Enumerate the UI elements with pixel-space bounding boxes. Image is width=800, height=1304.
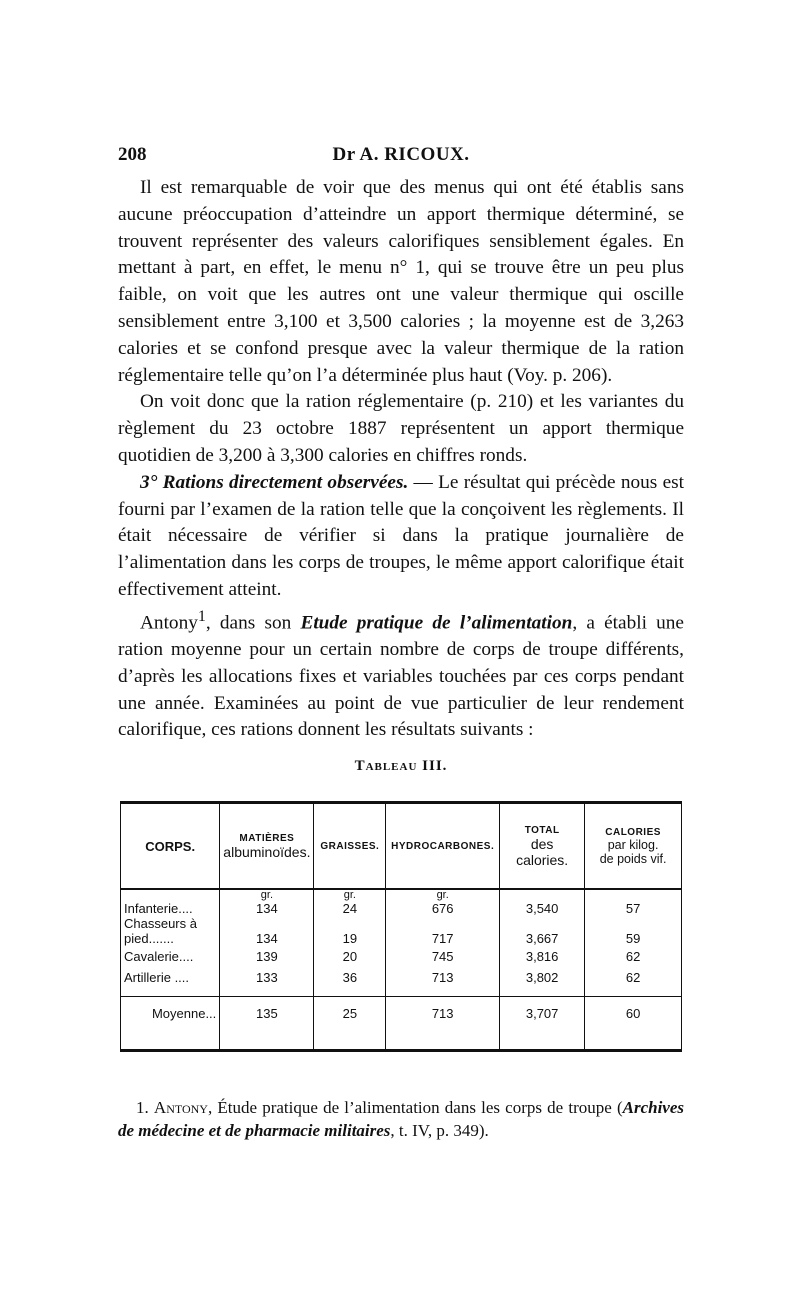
cell-total: 3,540 — [500, 889, 585, 916]
cell-perkg: 62 — [585, 967, 682, 988]
table-average-row — [121, 997, 682, 1030]
cell-hyd: 717 — [386, 916, 500, 946]
cell-gr: 36 — [314, 967, 386, 988]
table-row — [121, 946, 682, 967]
average-total: 3,707 — [500, 997, 585, 1030]
running-head — [118, 144, 684, 170]
header-graisses-label: GRAISSES. — [320, 840, 380, 852]
paragraph-3-text: — Le résultat qui précède nous est fourni par l’examen de la ration telle que la conçoivent les règlements. Il était nécessaire de vérifier si dans la pratique journalière de l’alimentation dans les corps de troupes, le même apport calorifique était effectivement atteint. — [118, 471, 685, 600]
row-name: Cavalerie.... — [121, 946, 220, 967]
author-header: Dr A. RICOUX. — [332, 144, 470, 165]
footnote — [118, 1096, 684, 1142]
table-header-row — [121, 803, 682, 890]
cell-alb-value: 134 — [256, 901, 278, 916]
cell-alb: 134 — [220, 916, 314, 946]
footnote-journal: Archives de médecine et de pharmacie militaires — [118, 1098, 685, 1140]
cell-perkg: 57 — [585, 889, 682, 916]
footnote-number: 1. — [136, 1098, 154, 1117]
cell-alb — [220, 889, 314, 916]
header-hydrocarbones — [386, 803, 500, 890]
paragraph-4 — [118, 604, 684, 744]
cell-gr: 20 — [314, 946, 386, 967]
paragraph-1: Il est remarquable de voir que des menus qui ont été établis sans aucune préoccupation d’atteindre un apport thermique déterminé, se trouvent représenter des valeurs calorifiques sensiblement égales. En mettant à part, en effet, le menu n° 1, qui se trouve être un peu plus faible, on voit que les autres ont une valeur thermique qui oscille sensiblement entre 3,100 et 3,500 calories ; la moyenne est de 3,263 calories et se confond presque avec la valeur thermique de la ration réglementaire telle qu’on l’a déterminée plus haut (Voy. p. 206). — [118, 177, 684, 386]
average-gr: 25 — [314, 997, 386, 1030]
cell-hyd-value: 676 — [431, 901, 454, 916]
cell-gr: 19 — [314, 916, 386, 946]
row-name: Artillerie .... — [121, 967, 220, 988]
cell-perkg: 62 — [585, 946, 682, 967]
cell-gr-value: 24 — [342, 901, 358, 916]
header-matieres-top: MATIÈRES — [239, 832, 295, 844]
average-perkg: 60 — [585, 997, 682, 1030]
header-calories — [585, 803, 682, 890]
author-name: Antony — [140, 612, 198, 634]
cell-gr — [314, 889, 386, 916]
cell-hyd: 745 — [386, 946, 500, 967]
table-row — [121, 889, 682, 916]
table-row — [121, 967, 682, 988]
cell-total: 3,816 — [500, 946, 585, 967]
body-text — [118, 175, 684, 744]
paragraph-4-text-b: , a établi une ration moyenne pour un certain nombre de corps de troupe différents, d’après les allocations fixes et variables touchées par ces corps pendant une année. Examinées au point de vue particulier de leur rendement calorifique, ces rations donnent les résultats suivants : — [118, 612, 684, 741]
table-title: Tableau III. — [354, 758, 448, 774]
row-name: Infanterie.... — [121, 889, 220, 916]
unit-gr: gr. — [260, 889, 273, 901]
average-label: Moyenne... — [121, 997, 220, 1030]
data-table — [120, 801, 682, 1052]
header-matieres-bottom: albuminoïdes. — [223, 843, 311, 860]
header-total-top: TOTAL — [524, 824, 560, 836]
unit-gr: gr. — [436, 889, 449, 901]
footnote-author: Antony — [153, 1098, 208, 1117]
cell-alb: 139 — [220, 946, 314, 967]
cell-hyd — [386, 889, 500, 916]
average-hyd: 713 — [386, 997, 500, 1030]
header-graisses — [314, 803, 386, 890]
cell-hyd: 713 — [386, 967, 500, 988]
header-calories-1: CALORIES — [605, 826, 661, 838]
header-calories-3: de poids vif. — [599, 851, 667, 866]
paragraph-2: On voit donc que la ration réglementaire (p. 210) et les variantes du règlement du 23 octobre 1887 représentent un apport thermique quotidien de 3,200 à 3,300 calories en chiffres ronds. — [118, 391, 684, 466]
footnote-end: , t. IV, p. 349). — [390, 1121, 489, 1140]
work-title: Etude pratique de l’alimentation — [300, 612, 573, 634]
cell-total: 3,667 — [500, 916, 585, 946]
table-tail — [121, 1029, 682, 1051]
paragraph-4-text-a: , dans son — [205, 612, 301, 634]
section-heading: 3° Rations directement observées. — [140, 471, 409, 493]
unit-gr: gr. — [343, 889, 356, 901]
header-hydrocarbones-label: HYDROCARBONES. — [391, 840, 495, 852]
header-matieres — [220, 803, 314, 890]
header-corps: CORPS. — [121, 803, 220, 890]
header-calories-2: par kilog. — [607, 837, 659, 852]
header-total — [500, 803, 585, 890]
average-alb: 135 — [220, 997, 314, 1030]
table-separator — [121, 988, 682, 997]
header-total-bottom: des calories. — [516, 835, 569, 868]
cell-alb: 133 — [220, 967, 314, 988]
row-name — [121, 916, 220, 946]
footnote-ref: 1 — [197, 607, 206, 625]
row-name-line-1: Chasseurs à — [124, 916, 197, 931]
table-row — [121, 916, 682, 946]
row-name-line-2: pied....... — [124, 931, 174, 946]
footnote-text: , Étude pratique de l’alimentation dans les corps de troupe ( — [207, 1098, 623, 1117]
cell-perkg: 59 — [585, 916, 682, 946]
page-number: 208 — [118, 144, 147, 165]
cell-total: 3,802 — [500, 967, 585, 988]
paragraph-3 — [118, 470, 684, 604]
